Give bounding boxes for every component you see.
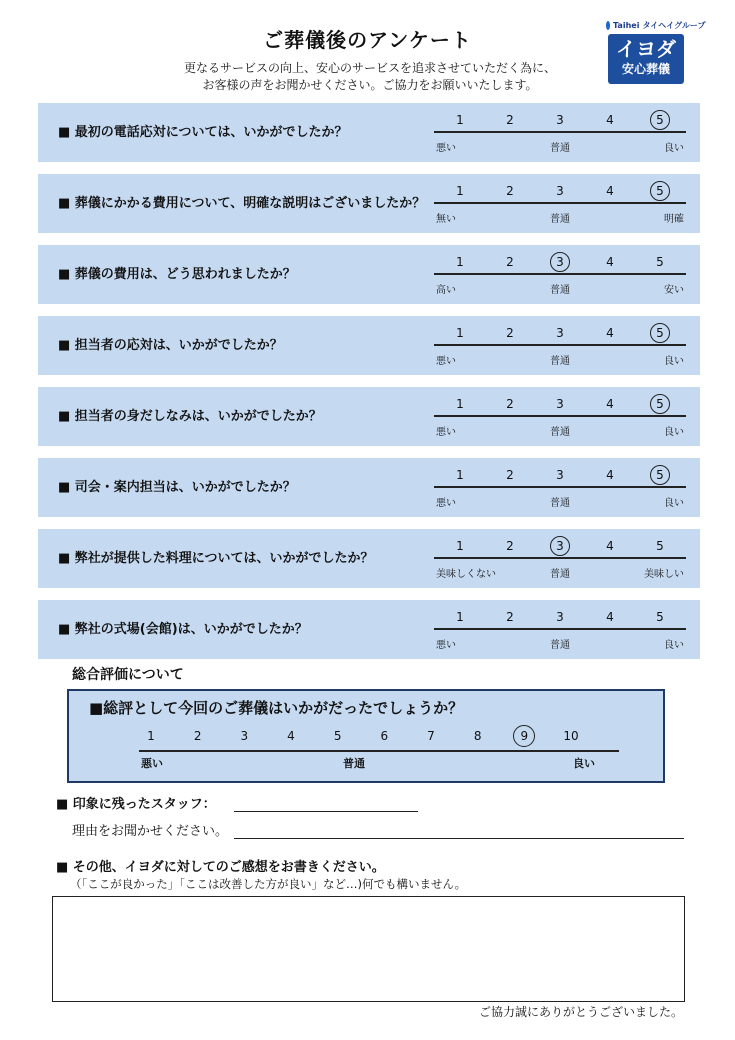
rating-option-1[interactable]: 1 <box>456 255 464 269</box>
question-text: ■ 弊社が提供した料理については、いかがでしたか？ <box>58 551 374 566</box>
question-text: ■ 司会・案内担当は、いかがでしたか？ <box>58 480 296 495</box>
logo-group-line <box>606 20 706 31</box>
scale-line <box>434 628 686 630</box>
scale-mid-label: 普通 <box>550 569 570 580</box>
overall-option-3[interactable]: 3 <box>240 729 249 743</box>
scale-low-label: 無い <box>436 214 456 225</box>
rating-option-2[interactable]: 2 <box>506 326 514 340</box>
rating-option-2[interactable]: 2 <box>506 610 514 624</box>
rating-option-2[interactable]: 2 <box>506 184 514 198</box>
other-comments-note: （「ここが良かった」「ここは改善した方が良い」など…)何でも構いません。 <box>70 877 467 891</box>
overall-option-10[interactable]: 10 <box>563 729 579 743</box>
scale-line <box>434 486 686 488</box>
rating-option-5[interactable]: 5 <box>648 466 672 484</box>
scale-line <box>434 557 686 559</box>
question-row-5 <box>38 387 700 446</box>
scale-line <box>434 344 686 346</box>
scale-high-label: 美味しい <box>644 569 684 580</box>
scale-line <box>434 415 686 417</box>
scale-low-label: 悪い <box>436 143 456 154</box>
scale-low-label: 悪い <box>141 757 163 770</box>
question-row-8 <box>38 600 700 659</box>
rating-option-2[interactable]: 2 <box>506 397 514 411</box>
question-text: ■ 葬儀の費用は、どう思われましたか？ <box>58 267 296 282</box>
staff-answer-line[interactable] <box>234 811 418 812</box>
overall-option-7[interactable]: 7 <box>427 729 435 743</box>
scale-line <box>434 273 686 275</box>
page-title: ご葬儀後のアンケート <box>263 28 472 52</box>
rating-option-1[interactable]: 1 <box>456 468 464 482</box>
scale-line <box>434 131 686 133</box>
question-text: ■ 担当者の身だしなみは、いかがでしたか？ <box>58 409 322 424</box>
overall-option-5[interactable]: 5 <box>333 729 342 743</box>
rating-scale <box>434 387 686 446</box>
thanks-message: ご協力誠にありがとうございました。 <box>478 1005 683 1019</box>
logo-group: タイヘイグループ <box>642 21 706 30</box>
question-text: ■ 最初の電話応対については、いかがでしたか？ <box>58 125 348 140</box>
rating-option-5[interactable]: 5 <box>648 395 672 413</box>
rating-option-5[interactable]: 5 <box>648 324 672 342</box>
company-logo <box>606 20 706 84</box>
question-text: ■ 担当者の応対は、いかがでしたか？ <box>58 338 283 353</box>
rating-scale <box>434 103 686 162</box>
scale-mid-label: 普通 <box>550 214 570 225</box>
rating-option-4[interactable]: 4 <box>606 326 614 340</box>
scale-high-label: 良い <box>664 143 684 154</box>
scale-low-label: 悪い <box>436 640 456 651</box>
overall-option-8[interactable]: 8 <box>473 729 482 743</box>
rating-scale <box>434 245 686 304</box>
staff-label: ■ 印象に残ったスタッフ： <box>56 797 216 812</box>
scale-line <box>434 202 686 204</box>
rating-option-2[interactable]: 2 <box>506 468 514 482</box>
overall-rating-scale <box>139 721 619 777</box>
question-text: ■ 弊社の式場(会館)は、いかがでしたか？ <box>58 622 308 637</box>
scale-mid-label: 普通 <box>550 143 570 154</box>
rating-option-5[interactable]: 5 <box>648 182 672 200</box>
logo-brand: Taihei <box>613 21 640 30</box>
overall-question: ■総評として今回のご葬儀はいかがだったでしょうか？ <box>89 699 464 717</box>
overall-rating-box <box>67 689 665 783</box>
scale-high-label: 良い <box>664 356 684 367</box>
rating-option-4[interactable]: 4 <box>606 113 614 127</box>
rating-option-1[interactable]: 1 <box>456 397 464 411</box>
overall-option-2[interactable]: 2 <box>193 729 202 743</box>
scale-high-label: 良い <box>664 640 684 651</box>
rating-option-2[interactable]: 2 <box>506 113 514 127</box>
rating-scale <box>434 174 686 233</box>
scale-high-label: 安い <box>664 285 684 296</box>
question-row-4 <box>38 316 700 375</box>
rating-option-1[interactable]: 1 <box>456 610 464 624</box>
other-comments-label: ■ その他、イヨダに対してのご感想をお書きください。 <box>56 860 385 875</box>
rating-option-3[interactable]: 3 <box>556 184 564 198</box>
rating-option-5[interactable]: 5 <box>656 255 664 269</box>
rating-option-4[interactable]: 4 <box>606 397 614 411</box>
rating-option-5[interactable]: 5 <box>648 111 672 129</box>
scale-high-label: 良い <box>664 427 684 438</box>
scale-low-label: 美味しくない <box>436 569 496 580</box>
scale-mid-label: 普通 <box>343 757 365 770</box>
rating-scale <box>434 529 686 588</box>
rating-option-5[interactable]: 5 <box>656 610 664 624</box>
reason-label: 理由をお聞かせください。 <box>72 824 229 839</box>
logo-sub: 安心葬儀 <box>621 62 670 76</box>
question-row-6 <box>38 458 700 517</box>
overall-option-9[interactable]: 9 <box>511 727 537 745</box>
scale-low-label: 高い <box>436 285 456 296</box>
scale-high-label: 明確 <box>664 214 684 225</box>
scale-mid-label: 普通 <box>550 498 570 509</box>
rating-option-4[interactable]: 4 <box>606 184 614 198</box>
rating-option-3[interactable]: 3 <box>556 468 564 482</box>
scale-line <box>139 750 619 752</box>
rating-option-3[interactable]: 3 <box>556 610 564 624</box>
scale-mid-label: 普通 <box>550 356 570 367</box>
logo-box <box>608 34 684 84</box>
rating-option-1[interactable]: 1 <box>456 326 464 340</box>
scale-mid-label: 普通 <box>550 640 570 651</box>
overall-option-6[interactable]: 6 <box>380 729 389 743</box>
rating-option-1[interactable]: 1 <box>456 184 464 198</box>
rating-option-1[interactable]: 1 <box>456 113 464 127</box>
rating-option-1[interactable]: 1 <box>456 539 464 553</box>
intro-line-2: お客様の声をお聞かせください。ご協力をお願いいたします。 <box>202 78 538 92</box>
comment-box[interactable] <box>52 896 685 1002</box>
rating-scale <box>434 600 686 659</box>
rating-option-3[interactable]: 3 <box>556 113 564 127</box>
rating-option-3[interactable]: 3 <box>548 537 572 555</box>
scale-high-label: 良い <box>664 498 684 509</box>
scale-low-label: 悪い <box>436 498 456 509</box>
overall-option-1[interactable]: 1 <box>147 729 155 743</box>
scale-low-label: 悪い <box>436 356 456 367</box>
intro-line-1: 更なるサービスの向上、安心のサービスを追求させていただく為に、 <box>183 61 556 75</box>
question-text: ■ 葬儀にかかる費用について、明確な説明はございましたか？ <box>58 196 426 211</box>
scale-mid-label: 普通 <box>550 427 570 438</box>
rating-option-2[interactable]: 2 <box>506 255 514 269</box>
rating-option-4[interactable]: 4 <box>606 610 614 624</box>
rating-option-3[interactable]: 3 <box>556 326 564 340</box>
rating-option-3[interactable]: 3 <box>548 253 572 271</box>
intro-text <box>150 60 590 94</box>
question-row-2 <box>38 174 700 233</box>
logo-main: イヨダ <box>616 37 676 61</box>
reason-answer-line[interactable] <box>234 838 684 839</box>
scale-mid-label: 普通 <box>550 285 570 296</box>
rating-option-3[interactable]: 3 <box>556 397 564 411</box>
scale-high-label: 良い <box>573 757 595 770</box>
rating-option-5[interactable]: 5 <box>656 539 664 553</box>
overall-option-4[interactable]: 4 <box>287 729 295 743</box>
rating-option-4[interactable]: 4 <box>606 255 614 269</box>
rating-option-4[interactable]: 4 <box>606 539 614 553</box>
rating-option-4[interactable]: 4 <box>606 468 614 482</box>
rating-scale <box>434 458 686 517</box>
rating-option-2[interactable]: 2 <box>506 539 514 553</box>
overall-heading: 総合評価について <box>72 667 184 683</box>
rating-scale <box>434 316 686 375</box>
question-row-7 <box>38 529 700 588</box>
scale-low-label: 悪い <box>436 427 456 438</box>
question-row-1 <box>38 103 700 162</box>
taihei-mark-icon <box>606 21 610 30</box>
question-row-3 <box>38 245 700 304</box>
